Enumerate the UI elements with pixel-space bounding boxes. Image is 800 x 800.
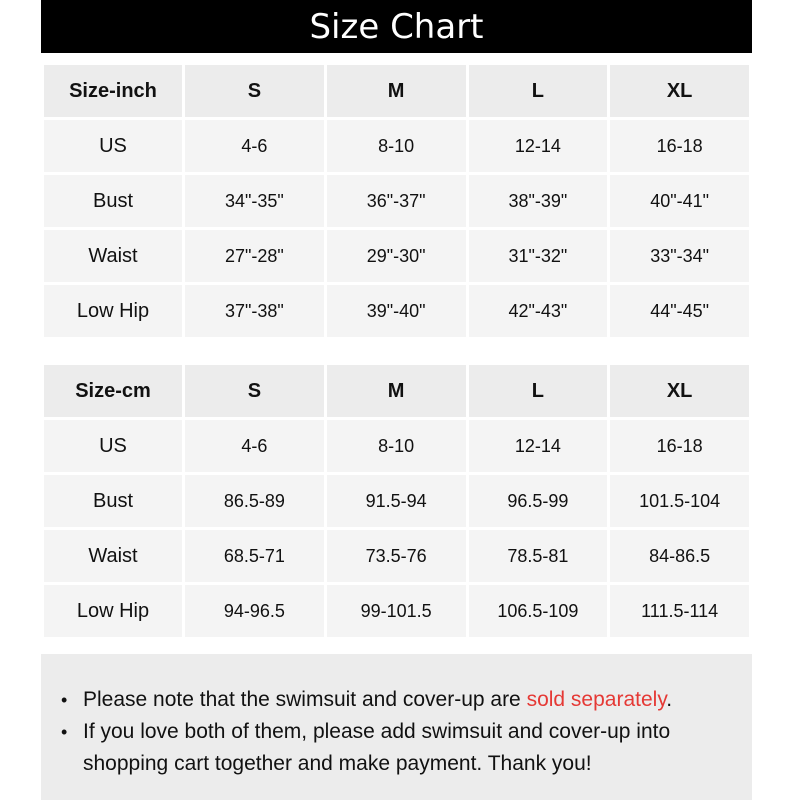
note-item-add-both	[61, 716, 736, 780]
table-cell: 34"-35"	[185, 175, 324, 227]
table-cell: 36"-37"	[327, 175, 466, 227]
table-cell: 78.5-81	[469, 530, 608, 582]
table-cell: 68.5-71	[185, 530, 324, 582]
table-cell: 96.5-99	[469, 475, 608, 527]
table-row	[44, 530, 749, 582]
row-label-us: US	[44, 120, 182, 172]
row-label-waist: Waist	[44, 230, 182, 282]
row-label-bust: Bust	[44, 175, 182, 227]
table-cell: 8-10	[327, 120, 466, 172]
bullet-icon: •	[61, 690, 68, 710]
bullet-icon: •	[61, 722, 68, 742]
table-cell: 12-14	[469, 120, 608, 172]
table-cell: 38"-39"	[469, 175, 608, 227]
table-row	[44, 175, 749, 227]
size-header-l: L	[469, 365, 608, 417]
row-label-low-hip: Low Hip	[44, 285, 182, 337]
note-text: If you love both of them, please add swimsuit and cover-up into shopping cart together and make payment. Thank you!	[83, 720, 671, 775]
note-highlight: sold separately	[526, 688, 667, 711]
size-header-s: S	[185, 365, 324, 417]
table-cell: 73.5-76	[327, 530, 466, 582]
corner-label: Size-cm	[44, 365, 182, 417]
table-cell: 33"-34"	[610, 230, 749, 282]
table-cell: 16-18	[610, 420, 749, 472]
table-cell: 101.5-104	[610, 475, 749, 527]
note-item-sold-separately	[61, 684, 736, 716]
table-cell: 91.5-94	[327, 475, 466, 527]
table-cell: 39"-40"	[327, 285, 466, 337]
table-row	[44, 230, 749, 282]
note-text: Please note that the swimsuit and cover-up are	[83, 688, 527, 711]
row-label-waist: Waist	[44, 530, 182, 582]
table-cell: 8-10	[327, 420, 466, 472]
row-label-bust: Bust	[44, 475, 182, 527]
table-row	[44, 420, 749, 472]
size-table-cm	[41, 362, 752, 640]
row-label-low-hip: Low Hip	[44, 585, 182, 637]
note-text: .	[666, 688, 673, 711]
table-row	[44, 585, 749, 637]
size-header-xl: XL	[610, 65, 749, 117]
page-title: Size Chart	[41, 0, 752, 53]
size-header-s: S	[185, 65, 324, 117]
table-cell: 27"-28"	[185, 230, 324, 282]
table-cell: 16-18	[610, 120, 749, 172]
table-cell: 42"-43"	[469, 285, 608, 337]
row-label-us: US	[44, 420, 182, 472]
table-cell: 4-6	[185, 420, 324, 472]
table-cell: 111.5-114	[610, 585, 749, 637]
table-cell: 44"-45"	[610, 285, 749, 337]
table-cell: 31"-32"	[469, 230, 608, 282]
table-cell: 106.5-109	[469, 585, 608, 637]
table-header-row	[44, 365, 749, 417]
size-header-xl: XL	[610, 365, 749, 417]
table-cell: 37"-38"	[185, 285, 324, 337]
table-row	[44, 285, 749, 337]
table-cell: 40"-41"	[610, 175, 749, 227]
table-cell: 86.5-89	[185, 475, 324, 527]
notes-panel	[41, 654, 752, 800]
table-row	[44, 120, 749, 172]
table-cell: 4-6	[185, 120, 324, 172]
size-header-l: L	[469, 65, 608, 117]
size-table-inch	[41, 62, 752, 340]
size-header-m: M	[327, 65, 466, 117]
table-cell: 84-86.5	[610, 530, 749, 582]
corner-label: Size-inch	[44, 65, 182, 117]
size-header-m: M	[327, 365, 466, 417]
table-row	[44, 475, 749, 527]
table-cell: 12-14	[469, 420, 608, 472]
table-cell: 94-96.5	[185, 585, 324, 637]
table-header-row	[44, 65, 749, 117]
table-cell: 29"-30"	[327, 230, 466, 282]
table-cell: 99-101.5	[327, 585, 466, 637]
